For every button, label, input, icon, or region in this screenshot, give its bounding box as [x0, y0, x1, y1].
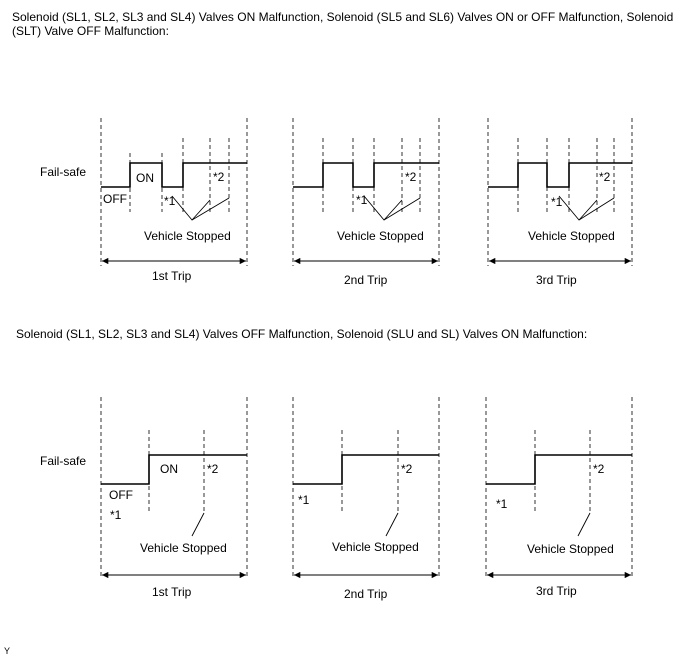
note-2-label: *2 [401, 462, 413, 476]
trip-label: 3rd Trip [536, 273, 577, 287]
trip-label: 2nd Trip [344, 587, 388, 601]
vehicle-stopped-label: Vehicle Stopped [337, 229, 424, 243]
bottom-trip-2 [293, 397, 439, 601]
stop-pointer [364, 196, 402, 220]
caption-bottom-text: Solenoid (SL1, SL2, SL3 and SL4) Valves OFF Malfunction, Solenoid (SLU and SL) Valves ON Malfunction: [16, 327, 588, 341]
figure-id: Y [4, 646, 11, 656]
stop-pointer [192, 198, 229, 220]
trip-label: 1st Trip [152, 269, 192, 283]
top-timing-chart [40, 118, 632, 287]
note-1-label: *1 [164, 194, 176, 208]
note-1-label: *1 [551, 195, 563, 209]
top-trip-2 [293, 118, 439, 287]
trip-label: 2nd Trip [344, 273, 388, 287]
vehicle-stopped-label: Vehicle Stopped [332, 540, 419, 554]
note-1-label: *1 [298, 493, 310, 507]
vehicle-stopped-label: Vehicle Stopped [144, 229, 231, 243]
vehicle-stopped-label: Vehicle Stopped [140, 541, 227, 555]
note-2-label: *2 [207, 462, 219, 476]
stop-pointer [192, 513, 204, 536]
fail-safe-signal [293, 163, 439, 187]
stop-pointer [386, 513, 398, 536]
fail-safe-signal [101, 163, 247, 187]
note-2-label: *2 [599, 170, 611, 184]
off-label: OFF [109, 488, 133, 502]
on-label: ON [160, 462, 178, 476]
top-trip-1 [101, 118, 247, 283]
top-trip-3 [488, 118, 632, 287]
fail-safe-signal [488, 163, 632, 187]
note-2-label: *2 [405, 170, 417, 184]
note-1-label: *1 [496, 497, 508, 511]
bottom-timing-chart [40, 397, 632, 601]
top-failsafe-label: Fail-safe [40, 165, 87, 179]
caption-top-text: Solenoid (SL1, SL2, SL3 and SL4) Valves ON Malfunction, Solenoid (SL5 and SL6) Valves ON or OFF Malfunction, Solenoid (SLT) Valve OFF Malfunction: [12, 10, 674, 38]
fail-safe-signal [293, 455, 439, 484]
stop-pointer [559, 196, 597, 220]
off-label: OFF [103, 192, 127, 206]
bottom-trip-1 [101, 397, 247, 599]
note-2-label: *2 [593, 462, 605, 476]
vehicle-stopped-label: Vehicle Stopped [528, 229, 615, 243]
bottom-trip-3 [486, 397, 632, 598]
trip-label: 3rd Trip [536, 584, 577, 598]
note-2-label: *2 [213, 170, 225, 184]
trip-label: 1st Trip [152, 585, 192, 599]
stop-pointer [172, 196, 210, 220]
vehicle-stopped-label: Vehicle Stopped [527, 542, 614, 556]
fail-safe-signal [486, 455, 632, 484]
note-1-label: *1 [356, 193, 368, 207]
stop-pointer [578, 513, 590, 536]
on-label: ON [136, 171, 154, 185]
stop-pointer [579, 198, 614, 220]
note-1-label: *1 [110, 508, 122, 522]
bottom-failsafe-label: Fail-safe [40, 454, 87, 468]
